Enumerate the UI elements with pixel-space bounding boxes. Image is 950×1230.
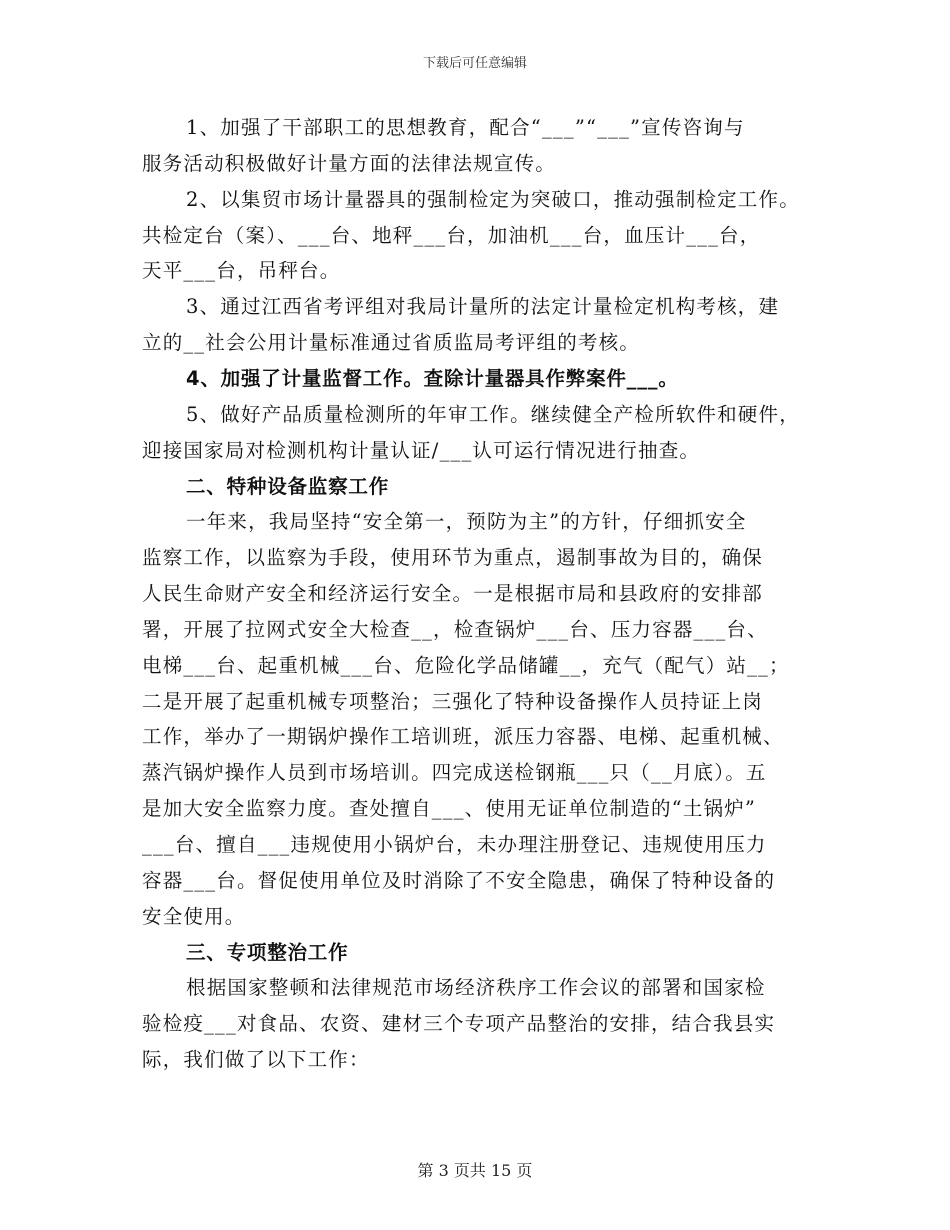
text-line: 署，开展了拉网式安全大检查__，检查锅炉___台、压力容器___台、 xyxy=(142,617,768,641)
text-line: 电梯___台、起重机械___台、危险化学品储罐__，充气（配气）站__； xyxy=(142,653,790,677)
text-line: 安全使用。 xyxy=(142,904,246,928)
text-line: 监察工作，以监察为手段，使用环节为重点，遏制事故为目的，确保 xyxy=(142,546,764,570)
text-line: 1、加强了干部职工的思想教育，配合“___”“___”宣传咨询与 xyxy=(186,116,745,139)
text-line: 三、专项整治工作 xyxy=(186,940,349,964)
text-line: 蒸汽锅炉操作人员到市场培训。四完成送检钢瓶___只（__月底）。五 xyxy=(142,761,767,785)
text-line: 5、做好产品质量检测所的年审工作。继续健全产检所软件和硬件， xyxy=(186,402,800,426)
text-line: 立的__社会公用计量标准通过省质监局考评组的考核。 xyxy=(142,331,641,355)
text-line: 验检疫___对食品、农资、建材三个专项产品整治的安排，结合我县实 xyxy=(142,1012,776,1036)
text-line: 一年来，我局坚持“安全第一，预防为主”的方针，仔细抓安全 xyxy=(186,510,747,534)
text-line: 根据国家整顿和法律规范市场经济秩序工作会议的部署和国家检 xyxy=(186,976,766,1000)
text-line: 2、以集贸市场计量器具的强制检定为突破口，推动强制检定工作。 xyxy=(186,187,800,211)
text-line: 天平___台，吊秤台。 xyxy=(142,259,341,283)
text-line: 是加大安全监察力度。查处擅自___、使用无证单位制造的“土锅炉” xyxy=(142,797,757,821)
text-line: 二、特种设备监察工作 xyxy=(186,474,390,498)
page-header: 下载后可任意编辑 xyxy=(422,56,527,71)
text-line: 4、加强了计量监督工作。查除计量器具作弊案件___。 xyxy=(186,366,679,390)
text-line: ___台、擅自___违规使用小锅炉台，未办理注册登记、违规使用压力 xyxy=(142,833,767,856)
text-line: 迎接国家局对检测机构计量认证/___认可运行情况进行抽查。 xyxy=(142,438,701,462)
text-line: 际，我们做了以下工作： xyxy=(142,1048,370,1072)
text-line: 服务活动积极做好计量方面的法律法规宣传。 xyxy=(142,151,557,175)
text-line: 工作，举办了一期锅炉操作工培训班，派压力容器、电梯、起重机械、 xyxy=(142,725,784,749)
text-line: 容器___台。督促使用单位及时消除了不安全隐患，确保了特种设备的 xyxy=(142,868,776,892)
text-line: 共检定台（案）、___台、地秤___台，加油机___台，血压计___台， xyxy=(142,223,761,247)
text-line: 二是开展了起重机械专项整治；三强化了特种设备操作人员持证上岗 xyxy=(142,689,764,713)
text-line: 人民生命财产安全和经济运行安全。一是根据市局和县政府的安排部 xyxy=(142,582,764,606)
text-line: 3、通过江西省考评组对我局计量所的法定计量检定机构考核，建 xyxy=(186,295,780,319)
page-footer: 第 3 页共 15 页 xyxy=(417,1161,533,1180)
